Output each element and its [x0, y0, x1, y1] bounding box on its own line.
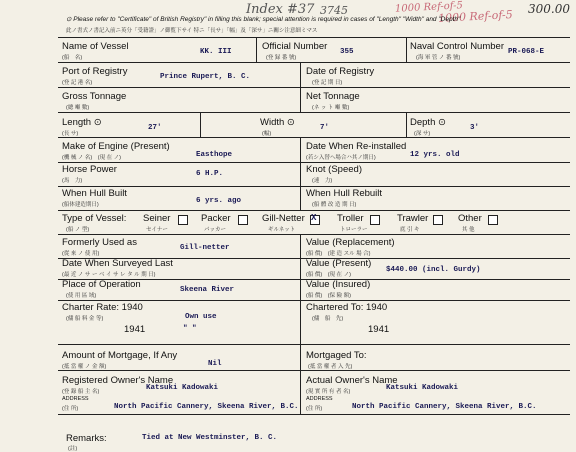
- price-note: 300.00: [528, 2, 570, 16]
- depth-jp: (深 サ): [414, 131, 431, 137]
- mortgaged-to-label: Mortgaged To:: [306, 350, 367, 361]
- instructions-note-jp: 此ノ書式ノ書記入前ニ英分「受籍證」ノ御覧下サイ 特ニ「長サ」「幅」及「深サ」ニ關シ注意細ミマス: [66, 28, 318, 34]
- hull-rebuilt-jp: (船 體 改 造 期 日): [312, 202, 357, 208]
- seiner-checkbox[interactable]: [178, 215, 188, 225]
- index-number: 3745: [320, 4, 348, 17]
- formerly-used-label: Formerly Used as: [62, 237, 137, 248]
- rule: [58, 62, 570, 63]
- naval-control-value: PR-068-E: [508, 48, 545, 56]
- gross-tonnage-label: Gross Tonnage: [62, 91, 127, 102]
- troller-jp: トローラー: [340, 227, 368, 233]
- charter-rate-label: Charter Rate: 1940: [62, 302, 143, 313]
- divider: [300, 370, 301, 414]
- troller-label: Troller: [337, 213, 364, 224]
- trawler-checkbox[interactable]: [433, 215, 443, 225]
- remarks-value: Tied at New Westminster, B. C.: [142, 434, 278, 442]
- knot-label: Knot (Speed): [306, 164, 362, 175]
- horse-power-jp: (馬 力): [62, 178, 83, 184]
- gill-netter-jp: ギルネット: [268, 227, 296, 233]
- remarks-label: Remarks:: [66, 433, 107, 444]
- hull-built-label: When Hull Built: [62, 188, 127, 199]
- value-present-value: $440.00 (incl. Gurdy): [386, 266, 481, 274]
- place-operation-jp: (使 用 區 域): [66, 293, 97, 299]
- official-number-label: Official Number: [262, 41, 328, 52]
- vessel-name-jp: (船 名): [62, 55, 83, 61]
- width-jp: (幅): [262, 131, 272, 137]
- actual-address-value: North Pacific Cannery, Skeena River, B.C.: [352, 403, 537, 411]
- charter-rate-value: Own use: [185, 313, 217, 321]
- engine-make-label: Make of Engine (Present): [62, 141, 170, 152]
- mortgage-amount-value: Nil: [208, 360, 222, 368]
- naval-control-jp: (海 軍 管 ノ 番 號): [416, 55, 461, 61]
- width-value: 7': [320, 124, 330, 132]
- charter-rate-value-2: " ": [183, 325, 197, 333]
- value-present-label: Value (Present): [306, 258, 372, 269]
- other-label: Other: [458, 213, 482, 224]
- horse-power-value: 6 H.P.: [196, 170, 224, 178]
- divider: [300, 162, 301, 186]
- divider: [200, 112, 201, 137]
- divider: [406, 112, 407, 137]
- divider: [300, 137, 301, 162]
- width-label: Width ⊙: [260, 117, 295, 128]
- registered-address-value: North Pacific Cannery, Skeena River, B.C.: [114, 403, 299, 411]
- value-insured-label: Value (Insured): [306, 279, 371, 290]
- port-registry-value: Prince Rupert, B. C.: [160, 73, 251, 81]
- divider: [256, 37, 257, 62]
- value-insured-jp: (船 價) (保 險 額): [306, 293, 351, 299]
- net-tonnage-label: Net Tonnage: [306, 91, 360, 102]
- rule: [58, 37, 570, 38]
- rule: [58, 87, 570, 88]
- official-number-value: 355: [340, 48, 354, 56]
- knot-jp: (速 力): [312, 178, 333, 184]
- date-surveyed-jp: (最 近 ノ サ ー ベ イ サ レ タ ル 期 日): [62, 272, 156, 278]
- seiner-label: Seiner: [143, 213, 171, 224]
- naval-control-label: Naval Control Number: [410, 41, 504, 52]
- vessel-name-label: Name of Vessel: [62, 41, 129, 52]
- divider: [300, 279, 301, 300]
- registered-owner-jp: (登 錄 船 主 名): [62, 389, 100, 395]
- vessel-type-jp: (船 ノ 型): [66, 227, 90, 233]
- formerly-used-value: Gill-netter: [180, 244, 230, 252]
- index-note: Index #37: [246, 2, 315, 17]
- value-present-jp: (船 價) (現 在 ノ): [306, 272, 351, 278]
- divider: [300, 186, 301, 210]
- vessel-type-label: Type of Vessel:: [62, 213, 127, 224]
- rule: [58, 234, 570, 235]
- gross-tonnage-jp: (總 噸 數): [66, 105, 90, 111]
- rule: [58, 162, 570, 163]
- seiner-jp: セイナー: [146, 227, 168, 233]
- depth-value: 3': [470, 124, 480, 132]
- horse-power-label: Horse Power: [62, 164, 117, 175]
- divider: [300, 344, 301, 370]
- port-registry-jp: (登 記 港 名): [62, 80, 93, 86]
- rule: [58, 112, 570, 113]
- other-checkbox[interactable]: [488, 215, 498, 225]
- red-stamp-note-2: 1000 Ref-of-5: [437, 8, 513, 25]
- length-value: 27': [148, 124, 162, 132]
- actual-owner-jp: (現 實 所 有 者 名): [306, 389, 351, 395]
- actual-owner-label: Actual Owner's Name: [306, 375, 398, 386]
- check-mark: X: [311, 213, 317, 223]
- registered-address-jp: (住 所): [62, 406, 79, 412]
- packer-checkbox[interactable]: [238, 215, 248, 225]
- instructions-note: ⊙ Please refer to "Certificate" of British Registry" in filling this blank; special attention is required in cases of "Length" "Width" and "Depth": [66, 16, 461, 23]
- date-registry-label: Date of Registry: [306, 66, 375, 77]
- chartered-to-label: Chartered To: 1940: [306, 302, 388, 313]
- length-jp: (長 サ): [62, 131, 79, 137]
- remarks-jp: (註): [68, 446, 78, 452]
- gill-netter-label: Gill-Netter: [262, 213, 305, 224]
- length-label: Length ⊙: [62, 117, 102, 128]
- troller-checkbox[interactable]: [370, 215, 380, 225]
- other-jp: 其 他: [462, 227, 475, 233]
- value-replacement-label: Value (Replacement): [306, 237, 395, 248]
- registered-owner-label: Registered Owner's Name: [62, 375, 174, 386]
- rule: [58, 414, 570, 415]
- engine-make-value: Easthope: [196, 151, 233, 159]
- gill-netter-checkbox[interactable]: [310, 215, 320, 225]
- divider: [300, 234, 301, 258]
- packer-label: Packer: [201, 213, 231, 224]
- chartered-to-jp: (傭 船 先): [312, 316, 344, 322]
- hull-rebuilt-label: When Hull Rebuilt: [306, 188, 383, 199]
- charter-rate-year-2: 1941: [124, 324, 146, 335]
- red-stamp-note-1: 1000 Ref-of-5: [394, 0, 464, 15]
- divider: [300, 87, 301, 112]
- rule: [58, 300, 570, 301]
- rule: [58, 186, 570, 187]
- actual-owner-value: Katsuki Kadowaki: [386, 384, 459, 392]
- date-surveyed-label: Date When Surveyed Last: [62, 258, 173, 269]
- charter-rate-jp: (傭 船 料 金 等): [66, 316, 104, 322]
- rule: [58, 137, 570, 138]
- date-reinstalled-label: Date When Re-installed: [306, 141, 407, 152]
- rule: [58, 370, 570, 371]
- chartered-to-year-2: 1941: [368, 324, 390, 335]
- hull-built-value: 6 yrs. ago: [196, 197, 242, 205]
- divider: [300, 300, 301, 344]
- divider: [300, 62, 301, 87]
- engine-make-jp: (機 械 ノ 名) (現 在 ノ): [62, 155, 121, 161]
- mortgage-amount-jp: (抵 當 權 ノ 金 額): [62, 364, 107, 370]
- trawler-label: Trawler: [397, 213, 429, 224]
- formerly-used-jp: (從 來 ノ 使 用): [62, 251, 100, 257]
- place-operation-value: Skeena River: [180, 286, 235, 294]
- rule: [58, 344, 570, 345]
- date-registry-jp: (登 記 期 日): [312, 80, 343, 86]
- rule: [58, 210, 570, 211]
- vessel-name-value: KK. III: [200, 48, 232, 56]
- mortgaged-to-jp: (抵 當 權 者 入 先): [308, 364, 353, 370]
- official-number-jp: (登 録 番 號): [266, 55, 297, 61]
- depth-label: Depth ⊙: [410, 117, 446, 128]
- actual-address-jp: (住 所): [306, 406, 323, 412]
- divider: [406, 37, 407, 62]
- date-reinstalled-jp: (若シ入替ヘ場合ハ其ノ期日): [306, 155, 376, 161]
- place-operation-label: Place of Operation: [62, 279, 141, 290]
- trawler-jp: 底 引 キ: [400, 227, 420, 233]
- hull-built-jp: (船体建造期日): [62, 202, 99, 208]
- net-tonnage-jp: (ネ ッ ト 噸 數): [312, 105, 350, 111]
- date-reinstalled-value: 12 yrs. old: [410, 151, 460, 159]
- actual-address-label: ADDRESS: [306, 396, 333, 402]
- port-registry-label: Port of Registry: [62, 66, 128, 77]
- value-replacement-jp: (船 價) (建 造 スル 場 合): [306, 251, 371, 257]
- registered-owner-value: Katsuki Kadowaki: [146, 384, 219, 392]
- divider: [300, 258, 301, 279]
- mortgage-amount-label: Amount of Mortgage, If Any: [62, 350, 178, 361]
- registered-address-label: ADDRESS: [62, 396, 89, 402]
- packer-jp: パッカー: [204, 227, 227, 233]
